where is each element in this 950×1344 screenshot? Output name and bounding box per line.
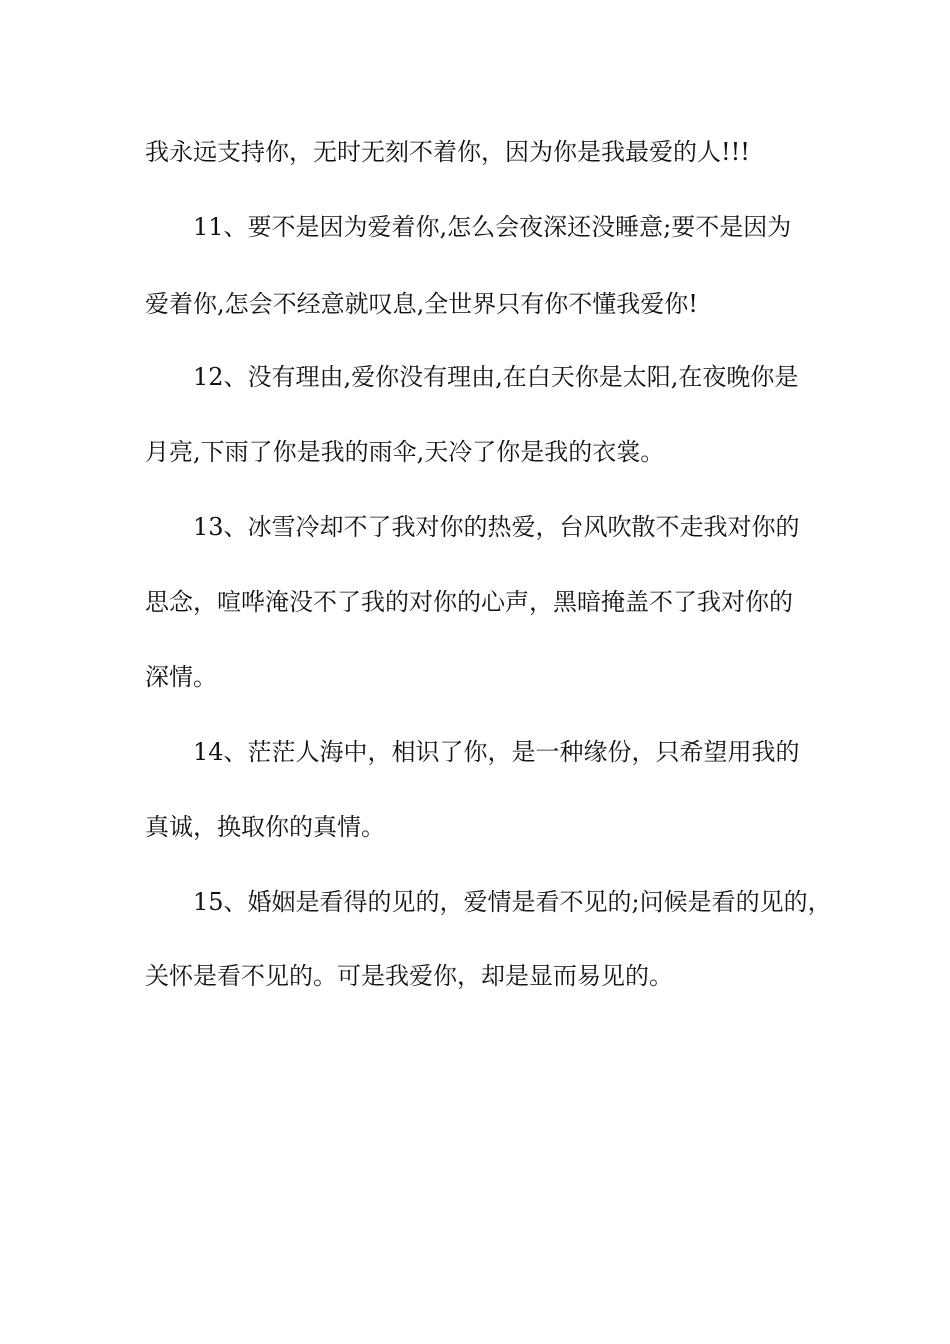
text-line: 月亮,下雨了你是我的雨伞,天冷了你是我的衣裳。 (145, 438, 665, 466)
text-line: 思念，喧哗淹没不了我的对你的心声，黑暗掩盖不了我对你的 (145, 588, 793, 616)
text-line: 15、婚姻是看得的见的，爱情是看不见的;问候是看的见的， (193, 888, 832, 916)
text-line: 14、茫茫人海中，相识了你，是一种缘份，只希望用我的 (193, 738, 800, 766)
text-line: 深情。 (145, 663, 217, 691)
text-line: 真诚，换取你的真情。 (145, 813, 385, 841)
text-line: 11、要不是因为爱着你,怎么会夜深还没睡意;要不是因为 (193, 213, 792, 241)
text-line: 12、没有理由,爱你没有理由,在白天你是太阳,在夜晚你是 (193, 363, 799, 391)
text-line: 13、冰雪冷却不了我对你的热爱，台风吹散不走我对你的 (193, 513, 800, 541)
text-line: 爱着你,怎会不经意就叹息,全世界只有你不懂我爱你! (145, 290, 698, 318)
text-line: 关怀是看不见的。可是我爱你，却是显而易见的。 (145, 962, 673, 990)
text-line: 我永远支持你，无时无刻不着你，因为你是我最爱的人!!! (145, 138, 750, 166)
